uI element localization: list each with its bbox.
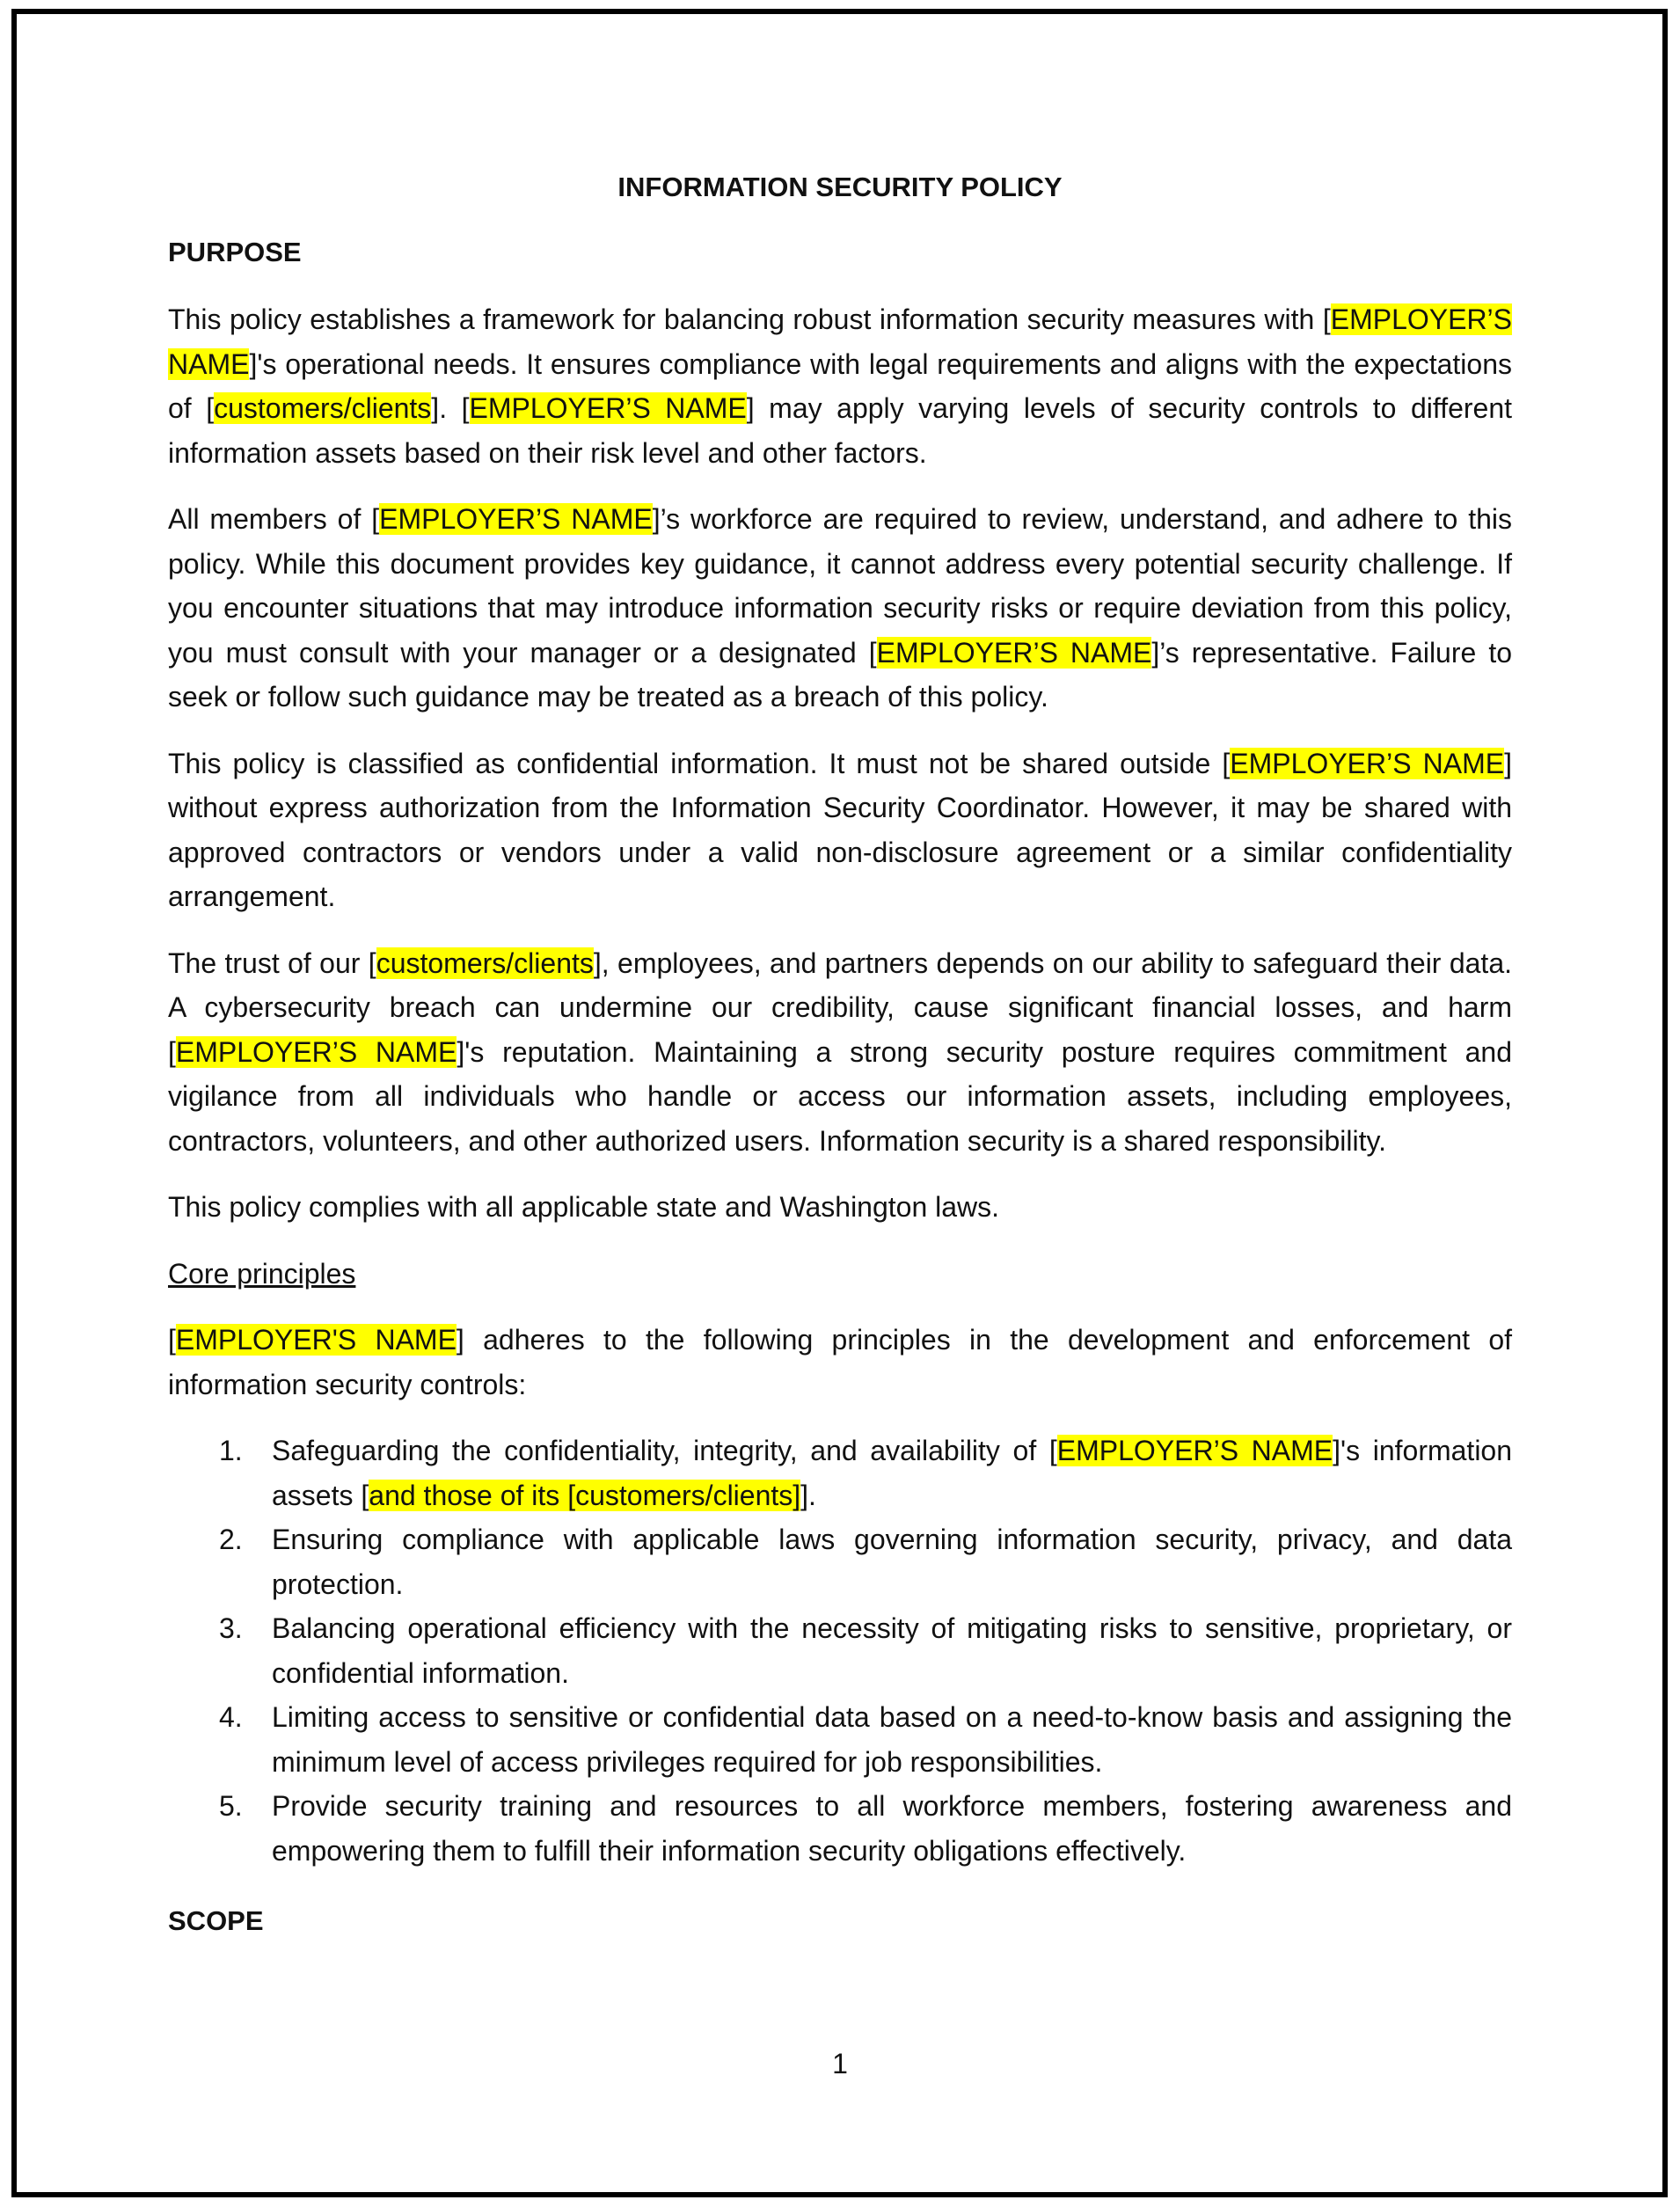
text-run: This policy establishes a framework for balancing robust information security measures with [ [168,303,1331,335]
list-item-text: Ensuring compliance with applicable laws governing information security, privacy, and data protection. [272,1524,1512,1600]
placeholder-highlight: EMPLOYER’S NAME [1230,747,1505,779]
list-number: 1. [219,1435,243,1466]
placeholder-highlight: EMPLOYER'S NAME [175,1324,457,1356]
list-item [168,1784,1512,1873]
text-run: Safeguarding the confidentiality, integrity, and availability of [ [272,1435,1057,1466]
list-item [168,1429,1512,1517]
text-run: ], employees, and partners depends on our ability to safeguard their data. A cybersecurity breach can undermine our credibility, cause significant financial losses, and harm [ [168,947,1513,1068]
list-item-text: Balancing operational efficiency with the necessity of mitigating risks to sensitive, proprietary, or confidential information. [272,1612,1512,1689]
core-principles-intro [168,1318,1512,1407]
list-item [168,1606,1512,1695]
text-run: ] adheres to the following principles in the development and enforcement of information security controls: [168,1324,1513,1400]
placeholder-highlight: EMPLOYER’S NAME [168,303,1512,380]
purpose-paragraph-2 [168,497,1512,720]
text-run: ]. [ [431,392,470,424]
text-run: All members of [ [168,503,380,535]
list-number: 2. [219,1524,243,1555]
text-run: ] may apply varying levels of security controls to different information assets based on their risk level and other factors. [168,392,1513,469]
document-body [168,165,1512,1966]
purpose-heading: PURPOSE [168,237,302,267]
list-number: 3. [219,1612,243,1644]
page-number: 1 [832,2048,848,2079]
text-run: This policy is classified as confidential information. It must not be shared outside [ [168,747,1231,779]
text-run: ]'s reputation. Maintaining a strong security posture requires commitment and vigilance from all individuals who handle or access our information assets, including employees, contractors, volunteers, and other authorized users. Information security is a shared responsibility. [168,1035,1513,1157]
placeholder-highlight: EMPLOYER’S NAME [379,503,653,535]
text-run: [ [168,1324,176,1356]
text-run: ]. [800,1479,816,1511]
principles-list [168,1429,1512,1873]
list-item-text: Provide security training and resources to all workforce members, fostering awareness and empowering them to fulfill their information security obligations effectively. [272,1790,1512,1867]
text-run: ]'s information assets [ [272,1435,1513,1511]
purpose-paragraph-3 [168,742,1512,919]
placeholder-highlight: EMPLOYER’S NAME [1056,1435,1333,1466]
list-number: 4. [219,1701,243,1733]
list-item [168,1517,1512,1606]
purpose-paragraph-1 [168,297,1512,475]
text-run: ]’s representative. Failure to seek or follow such guidance may be treated as a breach of this policy. [168,636,1513,713]
document-title: INFORMATION SECURITY POLICY [617,172,1063,202]
text-run: ]'s operational needs. It ensures compliance with legal requirements and aligns with the expectations of [ [168,347,1512,424]
list-number: 5. [219,1790,243,1822]
text-run: ]’s workforce are required to review, understand, and adhere to this policy. While this document provides key guidance, it cannot address every potential security challenge. If you encounter situations that may introduce information security risks or require deviation from this policy, you must consult with your manager or a designated [ [168,503,1513,669]
placeholder-highlight: customers/clients [376,947,594,979]
list-item [168,1695,1512,1784]
placeholder-highlight: EMPLOYER’S NAME [469,392,747,424]
list-item-text: Limiting access to sensitive or confidential data based on a need-to-know basis and assigning the minimum level of access privileges required for job responsibilities. [272,1701,1512,1778]
placeholder-highlight: customers/clients [214,392,432,424]
text-run: The trust of our [ [168,947,376,979]
placeholder-highlight: EMPLOYER’S NAME [175,1035,457,1068]
placeholder-highlight: and those of its [customers/clients] [369,1479,801,1511]
purpose-paragraph-5: This policy complies with all applicable state and Washington laws. [168,1191,1000,1223]
placeholder-highlight: EMPLOYER’S NAME [876,636,1152,669]
purpose-paragraph-4 [168,941,1512,1164]
core-principles-heading: Core principles [168,1257,356,1290]
scope-heading: SCOPE [168,1905,264,1936]
text-run: ] without express authorization from the Information Security Coordinator. However, it may be shared with approved contractors or vendors under a valid non-disclosure agreement or a similar confidentiality arrangement. [168,747,1513,912]
